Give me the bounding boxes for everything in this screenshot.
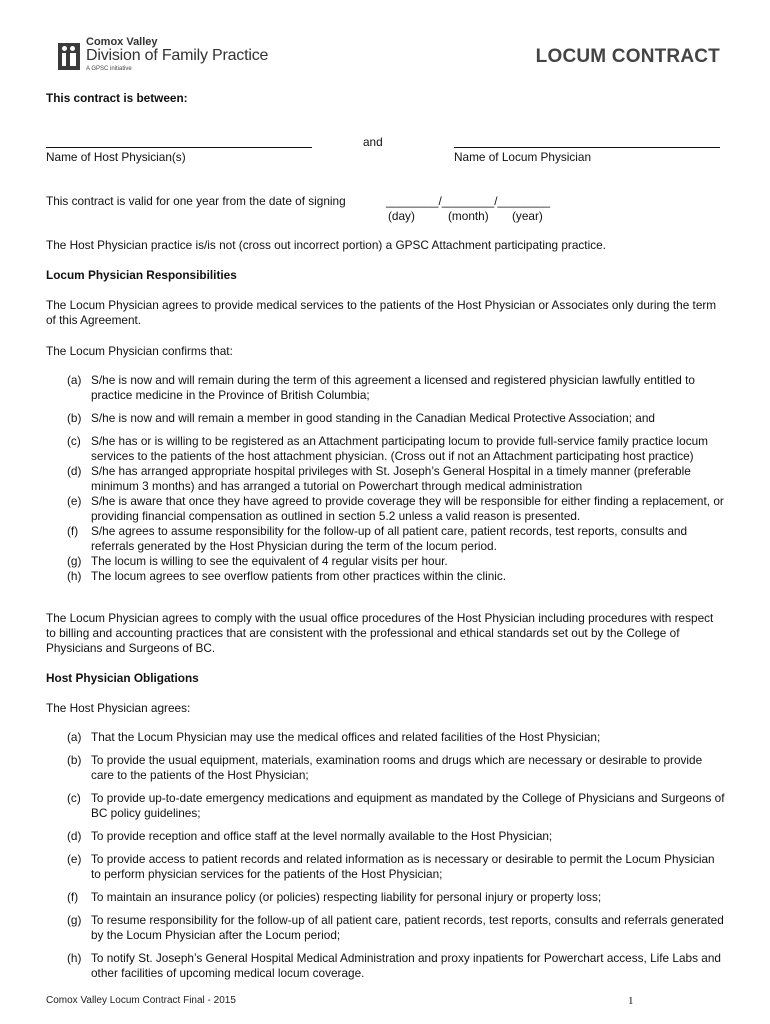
- month-label: (month): [448, 209, 489, 223]
- logo-line-3: A GPSC initiative: [86, 66, 132, 72]
- list-item: (d) S/he has arranged appropriate hospital privileges with St. Joseph’s General Hospital in a timely manner (preferable minimum 3 months) and has arranged a tutorial on Powerchart through medical administration: [67, 464, 691, 493]
- list-item: (e) S/he is aware that once they have agreed to provide coverage they will be responsible for either finding a replacement, or providing financial compensation as outlined in section 5.2 unless a valid reason is presented.: [67, 494, 724, 523]
- practice-note: The Host Physician practice is/is not (cross out incorrect portion) a GPSC Attachment participating practice.: [46, 238, 606, 252]
- document-title: LOCUM CONTRACT: [535, 46, 720, 67]
- list-item: (b) S/he is now and will remain a member in good standing in the Canadian Medical Protective Association; and: [67, 411, 655, 425]
- list-item: (e) To provide access to patient records and related information as is necessary or desirable to permit the Locum Physician to perform physician services for the patients of the Host Physician;: [67, 852, 715, 881]
- contract-between: This contract is between:: [46, 91, 188, 105]
- host-heading: Host Physician Obligations: [46, 671, 199, 685]
- and-text: and: [363, 135, 383, 149]
- locum-name-line[interactable]: [454, 147, 720, 148]
- locum-paragraph-3: The Locum Physician agrees to comply with the usual office procedures of the Host Physician including procedures with respect to billing and accounting practices that are consistent with the professional and ethical standards set out by the College of Physicians and Surgeons of BC.: [46, 611, 714, 655]
- day-label: (day): [388, 209, 415, 223]
- family-icon: [58, 43, 80, 70]
- date-blank[interactable]: ________/________/________: [386, 194, 551, 208]
- division-logo: [58, 36, 278, 76]
- list-item: (f) To maintain an insurance policy (or policies) respecting liability for personal injury or property loss;: [67, 890, 602, 904]
- logo-line-2: Division of Family Practice: [86, 47, 269, 64]
- host-list: [46, 730, 726, 981]
- footer-text: Comox Valley Locum Contract Final - 2015: [46, 995, 236, 1006]
- list-item: (d) To provide reception and office staff at the level normally available to the Host Physician;: [67, 829, 553, 843]
- page-number: 1: [628, 995, 634, 1007]
- list-item: (a) That the Locum Physician may use the medical offices and related facilities of the Host Physician;: [67, 730, 601, 744]
- locum-list: [46, 373, 726, 584]
- list-item: (g) The locum is willing to see the equivalent of 4 regular visits per hour.: [67, 554, 448, 568]
- list-item: (g) To resume responsibility for the follow-up of all patient care, patient records, test reports, consults and referrals generated by the Locum Physician after the Locum period;: [67, 913, 724, 942]
- host-name-label: Name of Host Physician(s): [46, 150, 186, 164]
- list-item: (c) To provide up-to-date emergency medications and equipment as mandated by the College of Physicians and Surgeons of BC policy guidelines;: [67, 791, 725, 820]
- list-item: (h) The locum agrees to see overflow patients from other practices within the clinic.: [67, 569, 507, 583]
- locum-heading: Locum Physician Responsibilities: [46, 268, 237, 282]
- list-item: (b) To provide the usual equipment, materials, examination rooms and drugs which are necessary or desirable to provide care to the patients of the Host Physician;: [67, 753, 703, 782]
- locum-name-label: Name of Locum Physician: [454, 150, 592, 164]
- locum-paragraph-1: The Locum Physician agrees to provide medical services to the patients of the Host Physician or Associates only during the term of this Agreement.: [46, 298, 717, 327]
- year-label: (year): [512, 209, 543, 223]
- validity-text: This contract is valid for one year from the date of signing: [46, 194, 346, 208]
- logo-line-1: Comox Valley: [86, 36, 158, 48]
- list-item: (c) S/he has or is willing to be registered as an Attachment participating locum to provide full-service family practice locum services to the patients of the host attachment physician. (Cross out if not an Attachment participating host practice): [67, 434, 708, 463]
- list-item: (h) To notify St. Joseph’s General Hospital Medical Administration and proxy inpatients for Powerchart access, Life Labs and other facilities of upcoming medical locum coverage.: [67, 951, 721, 980]
- host-paragraph-1: The Host Physician agrees:: [46, 701, 191, 715]
- list-item: (f) S/he agrees to assume responsibility for the follow-up of all patient care, patient records, test reports, consults and referrals generated by the Host Physician during the term of the locum period.: [67, 524, 688, 553]
- host-name-line[interactable]: [46, 147, 312, 148]
- list-item: (a) S/he is now and will remain during the term of this agreement a licensed and registered physician lawfully entitled to practice medicine in the Province of British Columbia;: [67, 373, 695, 402]
- locum-paragraph-2: The Locum Physician confirms that:: [46, 344, 233, 358]
